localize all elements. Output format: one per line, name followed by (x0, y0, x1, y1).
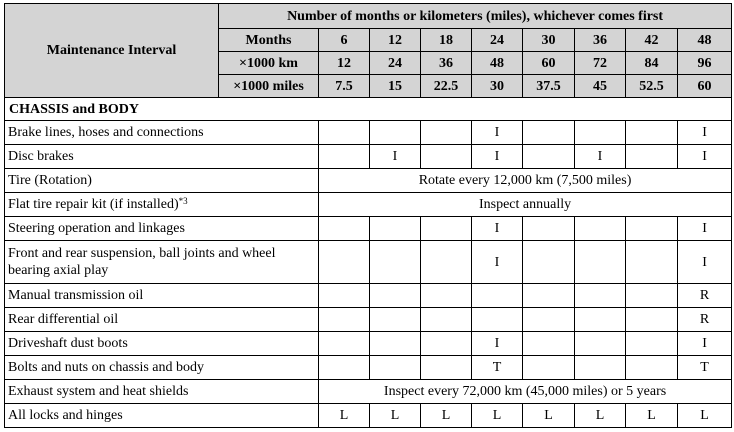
schedule-cell (421, 356, 472, 380)
interval-span-text: Inspect annually (319, 193, 732, 217)
schedule-cell (626, 332, 678, 356)
schedule-cell (319, 241, 370, 284)
schedule-cell (319, 145, 370, 169)
schedule-cell (421, 308, 472, 332)
schedule-cell: I (472, 241, 523, 284)
schedule-cell (575, 332, 626, 356)
schedule-cell: I (472, 121, 523, 145)
item-label-text: Brake lines, hoses and connections (8, 125, 204, 140)
schedule-cell (472, 308, 523, 332)
schedule-cell (523, 284, 575, 308)
schedule-cell (421, 121, 472, 145)
schedule-cell (319, 356, 370, 380)
schedule-row (5, 356, 732, 380)
item-label (5, 193, 319, 217)
schedule-cell (421, 217, 472, 241)
header-value: 12 (319, 52, 370, 75)
schedule-cell: I (370, 145, 421, 169)
schedule-cell (421, 241, 472, 284)
schedule-cell (523, 217, 575, 241)
header-row-label: ×1000 km (219, 52, 319, 75)
schedule-cell: I (678, 217, 732, 241)
schedule-cell (575, 217, 626, 241)
header-value: 7.5 (319, 75, 370, 98)
interval-span-heading: Number of months or kilometers (miles), whichever comes first (219, 4, 732, 29)
schedule-cell (421, 145, 472, 169)
item-label (5, 404, 319, 428)
schedule-cell: L (370, 404, 421, 428)
schedule-cell: L (319, 404, 370, 428)
header-value: 60 (523, 52, 575, 75)
schedule-cell (626, 217, 678, 241)
schedule-cell: L (472, 404, 523, 428)
schedule-cell (370, 308, 421, 332)
schedule-cell (472, 284, 523, 308)
schedule-cell (319, 121, 370, 145)
header-value: 24 (472, 29, 523, 52)
schedule-row (5, 380, 732, 404)
item-label-text: Front and rear suspension, ball joints and wheel bearing axial play (8, 246, 276, 278)
item-label-text: Tire (Rotation) (8, 173, 92, 188)
schedule-cell: I (472, 217, 523, 241)
schedule-cell: I (678, 241, 732, 284)
schedule-row (5, 217, 732, 241)
header-value: 84 (626, 52, 678, 75)
header-value: 72 (575, 52, 626, 75)
schedule-cell (626, 308, 678, 332)
header-value: 30 (472, 75, 523, 98)
schedule-cell: R (678, 308, 732, 332)
schedule-cell (370, 284, 421, 308)
interval-span-text: Inspect every 72,000 km (45,000 miles) or 5 years (319, 380, 732, 404)
schedule-cell (523, 121, 575, 145)
schedule-cell (626, 284, 678, 308)
schedule-cell (523, 145, 575, 169)
schedule-cell: I (472, 145, 523, 169)
schedule-cell (575, 121, 626, 145)
header-value: 42 (626, 29, 678, 52)
schedule-cell (319, 308, 370, 332)
section-title: CHASSIS and BODY (5, 98, 732, 121)
schedule-cell (626, 356, 678, 380)
schedule-cell: I (472, 332, 523, 356)
schedule-cell (523, 332, 575, 356)
header-row-label: Months (219, 29, 319, 52)
schedule-cell (626, 241, 678, 284)
item-label (5, 284, 319, 308)
schedule-cell: I (678, 332, 732, 356)
item-label-text: Exhaust system and heat shields (8, 384, 189, 399)
schedule-cell (575, 308, 626, 332)
schedule-row (5, 145, 732, 169)
schedule-cell (370, 217, 421, 241)
schedule-row (5, 121, 732, 145)
item-label (5, 169, 319, 193)
schedule-cell (575, 284, 626, 308)
item-label-text: Flat tire repair kit (if installed) (8, 197, 179, 212)
schedule-cell: L (626, 404, 678, 428)
item-label-text: Disc brakes (8, 149, 74, 164)
schedule-cell (319, 217, 370, 241)
header-value: 37.5 (523, 75, 575, 98)
section-row (5, 98, 732, 121)
header-value: 15 (370, 75, 421, 98)
interval-span-text: Rotate every 12,000 km (7,500 miles) (319, 169, 732, 193)
schedule-cell (370, 356, 421, 380)
maintenance-interval-heading: Maintenance Interval (5, 4, 219, 98)
schedule-cell: L (678, 404, 732, 428)
item-label-text: Driveshaft dust boots (8, 336, 128, 351)
schedule-cell (523, 356, 575, 380)
item-label (5, 241, 319, 284)
header-value: 24 (370, 52, 421, 75)
schedule-row (5, 169, 732, 193)
schedule-cell: R (678, 284, 732, 308)
schedule-cell: L (575, 404, 626, 428)
item-label (5, 308, 319, 332)
schedule-cell (626, 121, 678, 145)
header-value: 96 (678, 52, 732, 75)
header-value: 36 (421, 52, 472, 75)
item-label-text: Bolts and nuts on chassis and body (8, 360, 204, 375)
schedule-cell (421, 332, 472, 356)
item-label (5, 356, 319, 380)
schedule-cell: T (472, 356, 523, 380)
schedule-body (5, 98, 732, 428)
schedule-row (5, 284, 732, 308)
schedule-cell: L (421, 404, 472, 428)
item-label (5, 121, 319, 145)
header-value: 12 (370, 29, 421, 52)
item-label-text: Steering operation and linkages (8, 221, 185, 236)
schedule-row (5, 241, 732, 284)
schedule-cell (370, 332, 421, 356)
header-value: 30 (523, 29, 575, 52)
schedule-cell (319, 284, 370, 308)
header-value: 6 (319, 29, 370, 52)
schedule-cell (370, 241, 421, 284)
item-label-text: Rear differential oil (8, 312, 119, 327)
schedule-cell: I (678, 145, 732, 169)
schedule-cell (575, 356, 626, 380)
schedule-cell (626, 145, 678, 169)
header-value: 36 (575, 29, 626, 52)
item-label-text: All locks and hinges (8, 408, 123, 423)
schedule-cell (421, 284, 472, 308)
schedule-cell: I (575, 145, 626, 169)
header-value: 45 (575, 75, 626, 98)
schedule-row (5, 332, 732, 356)
header-value: 22.5 (421, 75, 472, 98)
schedule-cell: I (678, 121, 732, 145)
item-label (5, 380, 319, 404)
maintenance-schedule-table (4, 3, 732, 428)
header-value: 48 (472, 52, 523, 75)
schedule-cell: L (523, 404, 575, 428)
schedule-row (5, 308, 732, 332)
item-label-text: Manual transmission oil (8, 288, 144, 303)
header-value: 52.5 (626, 75, 678, 98)
footnote-marker: *3 (178, 196, 188, 206)
header-value: 48 (678, 29, 732, 52)
schedule-cell (523, 241, 575, 284)
schedule-cell: T (678, 356, 732, 380)
schedule-header (5, 4, 732, 98)
item-label (5, 332, 319, 356)
header-value: 18 (421, 29, 472, 52)
schedule-cell (370, 121, 421, 145)
item-label (5, 217, 319, 241)
schedule-cell (575, 241, 626, 284)
schedule-row (5, 404, 732, 428)
schedule-cell (319, 332, 370, 356)
schedule-cell (523, 308, 575, 332)
schedule-row (5, 193, 732, 217)
header-row-label: ×1000 miles (219, 75, 319, 98)
header-value: 60 (678, 75, 732, 98)
item-label (5, 145, 319, 169)
